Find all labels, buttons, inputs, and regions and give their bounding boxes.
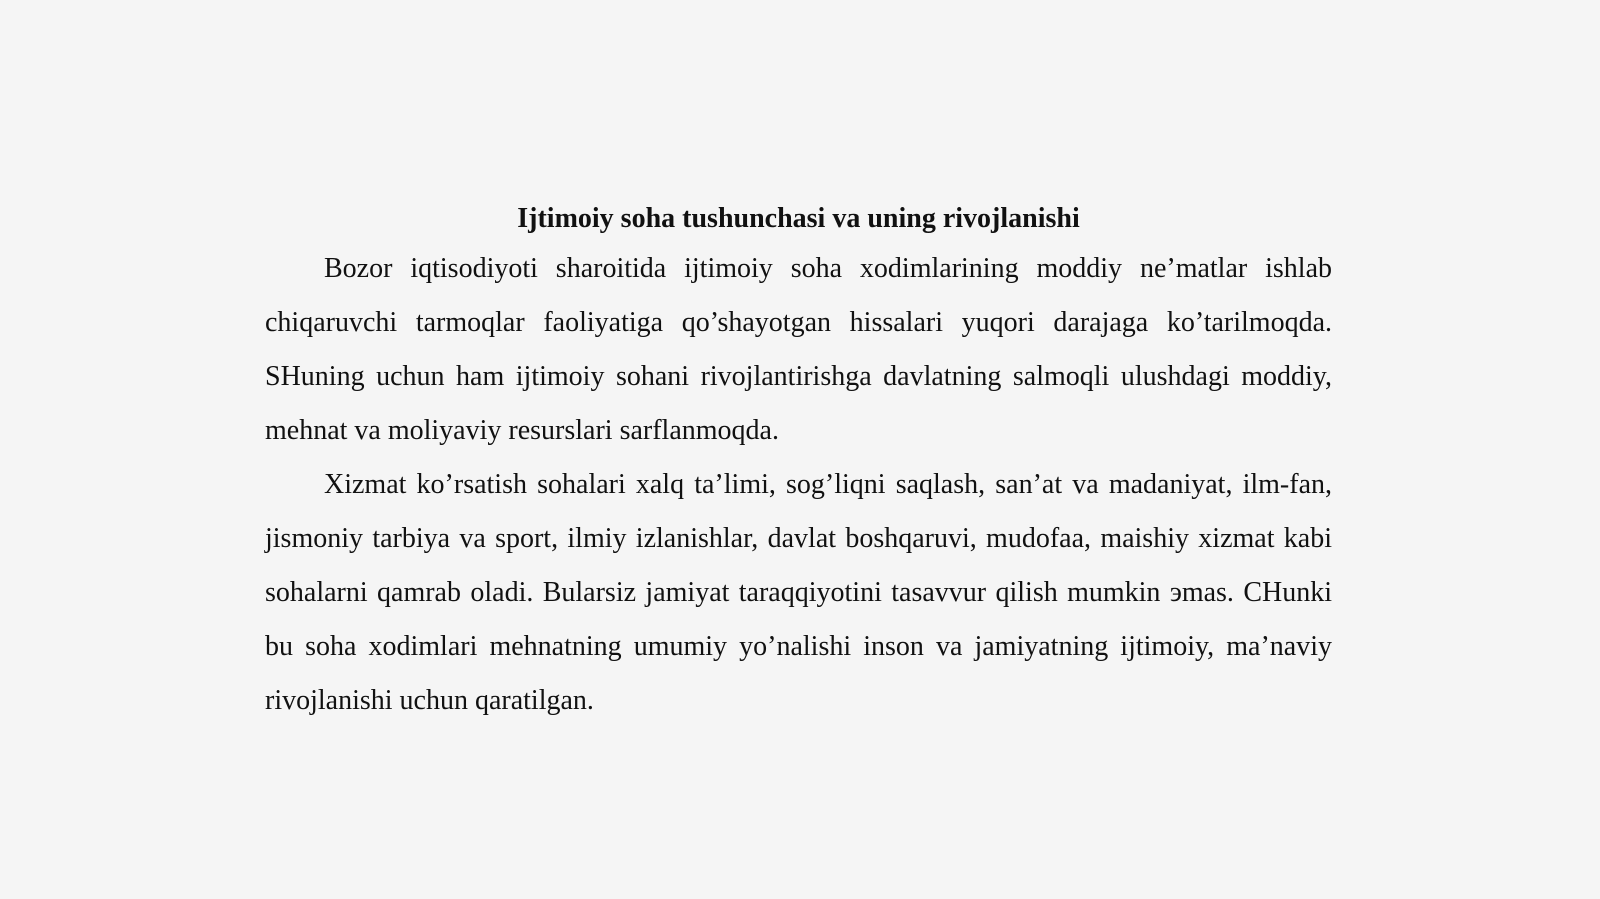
document-title: Ijtimoiy soha tushunchasi va uning rivojlanishi: [517, 203, 1080, 234]
paragraph-2: Xizmat ko’rsatish sohalari xalq ta’limi, sog’liqni saqlash, san’at va madaniyat, ilm-fan, jismoniy tarbiya va sport, ilmiy izlanishlar, davlat boshqaruvi, mudofaa, maishiy xizmat kabi sohalarni qamrab oladi. Bularsiz jamiyat taraqqiyotini tasavvur qilish mumkin эmas. CHunki bu soha xodimlari mehnatning umumiy yo’nalishi inson va jamiyatning ijtimoiy, ma’naviy rivojlanishi uchun qaratilgan.: [265, 469, 1332, 716]
paragraph-1: Bozor iqtisodiyoti sharoitida ijtimoiy soha xodimlarining moddiy ne’matlar ishlab chiqaruvchi tarmoqlar faoliyatiga qo’shayotgan hissalari yuqori darajaga ko’tarilmoqda. SHuning uchun ham ijtimoiy sohani rivojlantirishga davlatning salmoqli ulushdagi moddiy, mehnat va moliyaviy resurslari sarflanmoqda.: [265, 253, 1332, 446]
document-body: [265, 196, 1332, 728]
